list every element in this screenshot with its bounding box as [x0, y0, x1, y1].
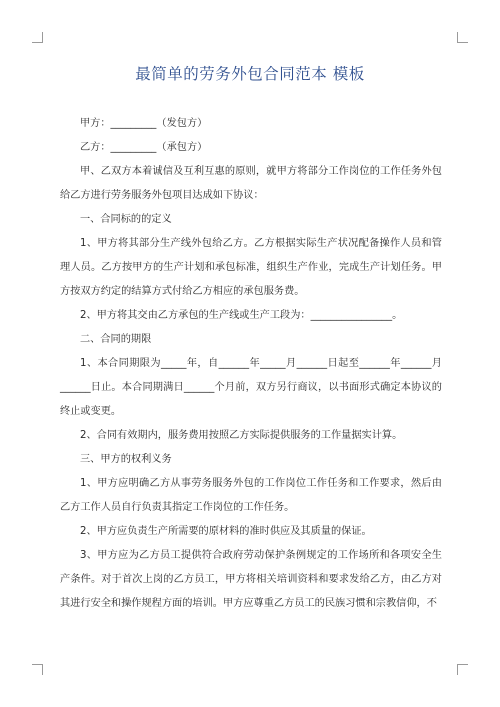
preamble-paragraph: 甲、乙双方本着诚信及互利互惠的原则，就甲方将部分工作岗位的工作任务外包给乙方进行劳务服务外包项目达成如下协议： — [60, 166, 442, 201]
clause-3-1: 1、甲方应明确乙方从事劳务服务外包的工作岗位工作任务和工作要求，然后由乙方工作人员自行负责其指定工作岗位的工作任务。 — [60, 478, 442, 513]
clause-1-1: 1、甲方将其部分生产线外包给乙方。乙方根据实际生产状况配备操作人员和管理人员。乙方按甲方的生产计划和承包标准，组织生产作业，完成生产计划任务。甲方按双方约定的结算方式付给乙方相应的承包服务费。 — [60, 238, 442, 297]
clause-3-3: 3、甲方应为乙方员工提供符合政府劳动保护条例规定的工作场所和各项安全生产条件。对于首次上岗的乙方员工，甲方将相关培训资料和要求发给乙方，由乙方对其进行安全和操作规程方面的培训。甲方应尊重乙方员工的民族习惯和宗教信仰，不 — [60, 550, 442, 609]
party-a-line: 甲方：_________（发包方） — [80, 118, 208, 129]
clause-1-2: 2、甲方将其交由乙方承包的生产线或生产工段为：________________。 — [80, 310, 403, 321]
crop-mark-top-right — [457, 32, 468, 43]
document-body — [60, 112, 442, 616]
section-heading-2: 二、合同的期限 — [80, 334, 152, 345]
crop-mark-bottom-left — [32, 664, 43, 675]
section-heading-3: 三、甲方的权利义务 — [80, 454, 172, 465]
document-title: 最简单的劳务外包合同范本 模板 — [135, 65, 365, 83]
party-b-line: 乙方：_________（承包方） — [80, 142, 208, 153]
clause-2-1: 1、本合同期限为_____年，自______年_____月______日起至______年______月______日止。本合同期满日______个月前，双方另行商议，以书面形式确定本协议的终止或变更。 — [60, 358, 442, 417]
clause-3-2: 2、甲方应负责生产所需要的原材料的准时供应及其质量的保证。 — [80, 526, 372, 537]
crop-mark-top-left — [32, 32, 43, 43]
clause-2-2: 2、合同有效期内，服务费用按照乙方实际提供服务的工作量据实计算。 — [80, 430, 403, 441]
crop-mark-bottom-right — [457, 664, 468, 675]
section-heading-1: 一、合同标的的定义 — [80, 214, 172, 225]
